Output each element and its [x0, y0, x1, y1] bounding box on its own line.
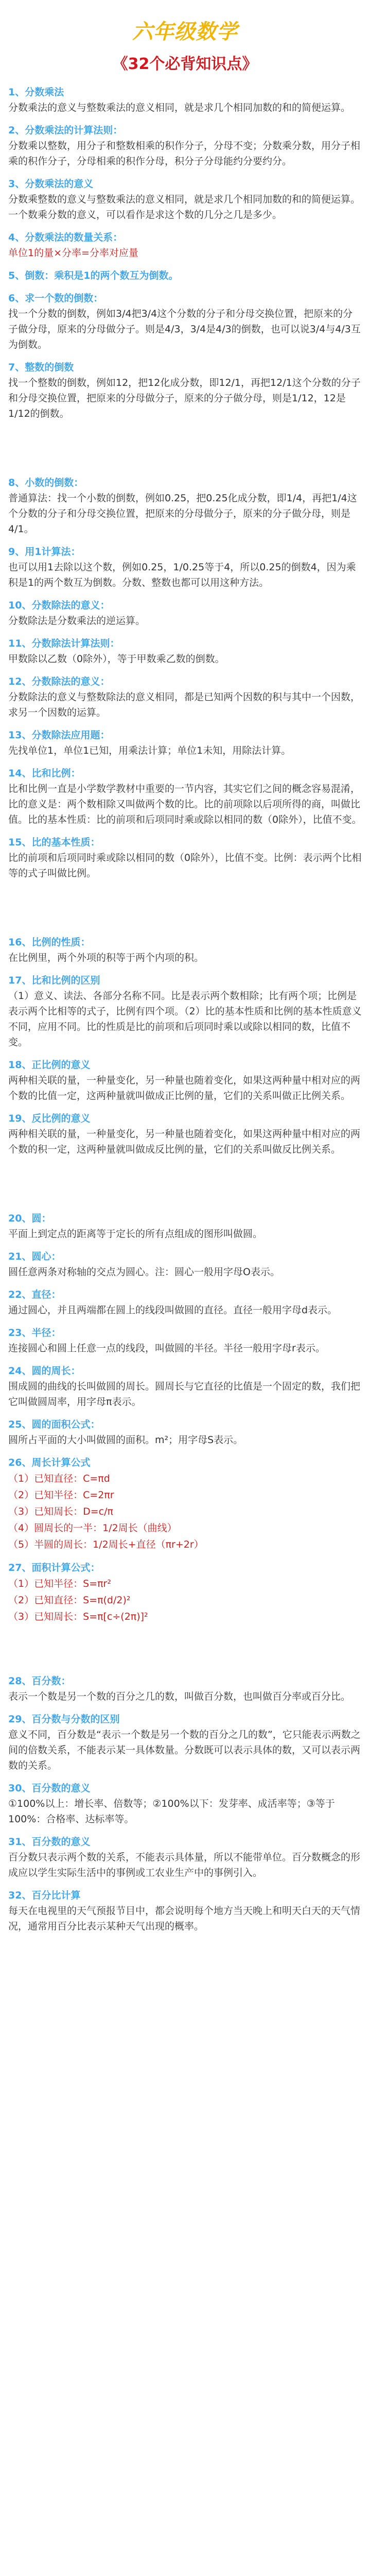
section-text: 先找单位1，单位1已知，用乘法计算；单位1未知，用除法计算。 — [8, 745, 291, 756]
section-heading: 29、百分数与分数的区别 — [8, 1714, 120, 1725]
section-heading: 5、倒数：乘积是1的两个数互为倒数。 — [8, 270, 179, 281]
section-text: 单位1的量×分率=分率对应量 — [8, 247, 138, 259]
section-heading: 14、比和比例： — [8, 768, 81, 779]
section-text: 百分数只表示两个数的关系，不能表示具体量，所以不能带单位。百分数概念的形成应以学生实际生活中的事例或工农业生产中的事例引入。 — [8, 1852, 361, 1878]
section-heading: 8、小数的倒数： — [8, 477, 84, 488]
section-heading: 21、圆心： — [8, 1251, 61, 1262]
section-heading: 26、周长计算公式 — [8, 1457, 91, 1468]
section-heading: 2、分数乘法的计算法则： — [8, 125, 123, 136]
section-heading: 23、半径： — [8, 1327, 61, 1338]
section-heading: 27、面积计算公式： — [8, 1562, 100, 1573]
section-text: 分数乘法的意义与整数乘法的意义相同，就是求几个相同加数的和的简便运算。 — [8, 102, 351, 113]
section-heading: 28、百分数： — [8, 1675, 71, 1687]
section-heading: 4、分数乘法的数量关系： — [8, 232, 123, 243]
section-text: 连接圆心和圆上任意一点的线段，叫做圆的半径。半径一般用字母r表示。 — [8, 1343, 325, 1354]
section-text: 比和比例一直是小学数学教材中重要的一节内容，其实它们之间的概念容易混淆，比的意义是：两个数相除又叫做两个数的比。比的前项除以后项所得的商，叫做比值。比的基本性质：比的前项和后项同时乘或除以相同的数（0除外），比值不变。 — [8, 783, 362, 825]
section-text: ①100%以上：增长率、倍数等；②100%以下：发芽率、成活率等；③等于100%：合格率、达标率等。 — [8, 1798, 335, 1825]
section-heading: 11、分数除法计算法则： — [8, 638, 120, 649]
section-heading: 9、用1计算法： — [8, 546, 81, 557]
section-text: 找一个整数的倒数，例如12，把12化成分数，即12/1，再把12/1这个分数的分子和分母交换位置，把原来的分母做分子，原来的分子做分母，则是1/12，12是1/12的倒数。 — [8, 377, 361, 419]
section-text: 甲数除以乙数（0除外），等于甲数乘乙数的倒数。 — [8, 653, 225, 665]
formula: （4）圆周长的一半：1/2周长（曲线） — [8, 1522, 177, 1534]
section-heading: 18、正比例的意义 — [8, 1059, 91, 1071]
section-heading: 12、分数除法的意义： — [8, 676, 110, 687]
section-text: 普通算法：找一个小数的倒数，例如0.25，把0.25化成分数，即1/4，再把1/4这个分数的分子和分母交换位置，把原来的分母做分子，原来的分子做分母，则是4/1。 — [8, 493, 357, 535]
section-heading: 17、比和比例的区别 — [8, 975, 100, 986]
section-heading: 10、分数除法的意义： — [8, 600, 110, 611]
section-text: 两种相关联的量，一种量变化，另一种量也随着变化，如果这两种量中相对应的两个数的积一定，这两种量就叫做成反比例的量，它们的关系叫做反比例关系。 — [8, 1128, 361, 1155]
section-heading: 22、直径： — [8, 1289, 61, 1300]
section-heading: 1、分数乘法 — [8, 87, 64, 98]
section-text: 圆所占平面的大小叫做圆的面积。m²；用字母S表示。 — [8, 1434, 243, 1446]
section-heading: 7、整数的倒数 — [8, 362, 74, 373]
page-subtitle: 《32个必背知识点》 — [112, 55, 258, 73]
formula: （3）已知周长：D=c/π — [8, 1506, 113, 1517]
section-heading: 6、求一个数的倒数： — [8, 293, 103, 304]
section-text: 围成圆的曲线的长叫做圆的周长。圆周长与它直径的比值是一个固定的数，我们把它叫做圆周率，用字母π表示。 — [8, 1381, 361, 1408]
formula: （1）已知直径：C=πd — [8, 1473, 110, 1484]
section-heading: 24、圆的周长： — [8, 1365, 81, 1377]
section-text: 分数乘以整数，用分子和整数相乘的积作分子，分母不变；分数乘分数，用分子相乘的积作分子，分母相乘的积作分母，积分子分母能约分要约分。 — [8, 140, 361, 167]
section-text: 两种相关联的量，一种量变化，另一种量也随着变化，如果这两种量中相对应的两个数的比值一定，这两种量就叫做成正比例的量，它们的关系叫做正比例关系。 — [8, 1075, 361, 1101]
section-heading: 15、比的基本性质： — [8, 837, 100, 848]
formula: （3）已知周长：S=π[c÷(2π)]² — [8, 1611, 148, 1622]
formula: （5）半圆的周长：1/2周长+直径（πr+2r） — [8, 1539, 204, 1550]
formula: （2）已知半径：C=2πr — [8, 1489, 114, 1501]
section-text: 分数除法是分数乘法的逆运算。 — [8, 615, 146, 626]
section-heading: 3、分数乘法的意义 — [8, 178, 94, 190]
section-heading: 32、百分比计算 — [8, 1890, 81, 1901]
content — [0, 84, 370, 1934]
formula: （1）已知半径：S=πr² — [8, 1578, 111, 1589]
page-title: 六年级数学 — [132, 20, 238, 44]
formula: （2）已知直径：S=π(d/2)² — [8, 1595, 131, 1606]
section-text: 分数除法的意义与整数除法的意义相同，都是已知两个因数的积与其中一个因数，求另一个因数的运算。 — [8, 691, 361, 718]
section-text: （1）意义、读法、各部分名称不同。比是表示两个数相除；比有两个项；比例是表示两个比相等的式子，比例有四个项。（2）比的基本性质和比例的基本性质意义不同，应用不同。比的性质是比的前项和后项同时乘以或除以相同的数，比值不变。 — [8, 990, 362, 1048]
section-text: 平面上到定点的距离等于定长的所有点组成的图形叫做圆。 — [8, 1228, 263, 1240]
header — [0, 0, 370, 77]
section-text: 圆任意两条对称轴的交点为圆心。注：圆心一般用字母O表示。 — [8, 1266, 280, 1278]
section-heading: 30、百分数的意义 — [8, 1783, 91, 1794]
section-text: 也可以用1去除以这个数，例如0.25，1/0.25等于4，所以0.25的倒数4，因为乘积是1的两个数互为倒数。分数、整数也都可以用这种方法。 — [8, 562, 356, 588]
section-heading: 13、分数除法应用题： — [8, 730, 110, 741]
section-text: 每天在电视里的天气预报节目中，都会说明每个地方当天晚上和明天白天的天气情况，通常用百分比表示某种天气出现的概率。 — [8, 1905, 361, 1932]
section-text: 比的前项和后项同时乘或除以相同的数（0除外），比值不变。比例：表示两个比相等的式子叫做比例。 — [8, 852, 362, 879]
section-heading: 31、百分数的意义 — [8, 1836, 91, 1848]
section-text: 意义不同，百分数是“表示一个数是另一个数的百分之几的数”，它只能表示两数之间的倍数关系，不能表示某一具体数量。分数既可以表示具体的数，又可以表示两数的关系。 — [8, 1729, 361, 1771]
section-text: 在比例里，两个外项的积等于两个内项的积。 — [8, 952, 204, 963]
section-text: 分数乘整数的意义与整数乘法的意义相同，就是求几个相同加数的和的简便运算。一个数乘分数的意义，可以看作是求这个数的几分之几是多少。 — [8, 194, 361, 221]
section-heading: 19、反比例的意义 — [8, 1113, 91, 1124]
section-text: 找一个分数的倒数，例如3/4把3/4这个分数的分子和分母交换位置，把原来的分子做分母，原来的分母做分子。则是4/3，3/4是4/3的倒数，也可以说3/4与4/3互为倒数。 — [8, 308, 361, 350]
section-heading: 25、圆的面积公式： — [8, 1419, 100, 1430]
section-text: 表示一个数是另一个数的百分之几的数，叫做百分数，也叫做百分率或百分比。 — [8, 1691, 351, 1702]
section-heading: 20、圆： — [8, 1213, 51, 1224]
section-heading: 16、比例的性质： — [8, 937, 91, 948]
section-text: 通过圆心，并且两端都在圆上的线段叫做圆的直径。直径一般用字母d表示。 — [8, 1304, 338, 1316]
